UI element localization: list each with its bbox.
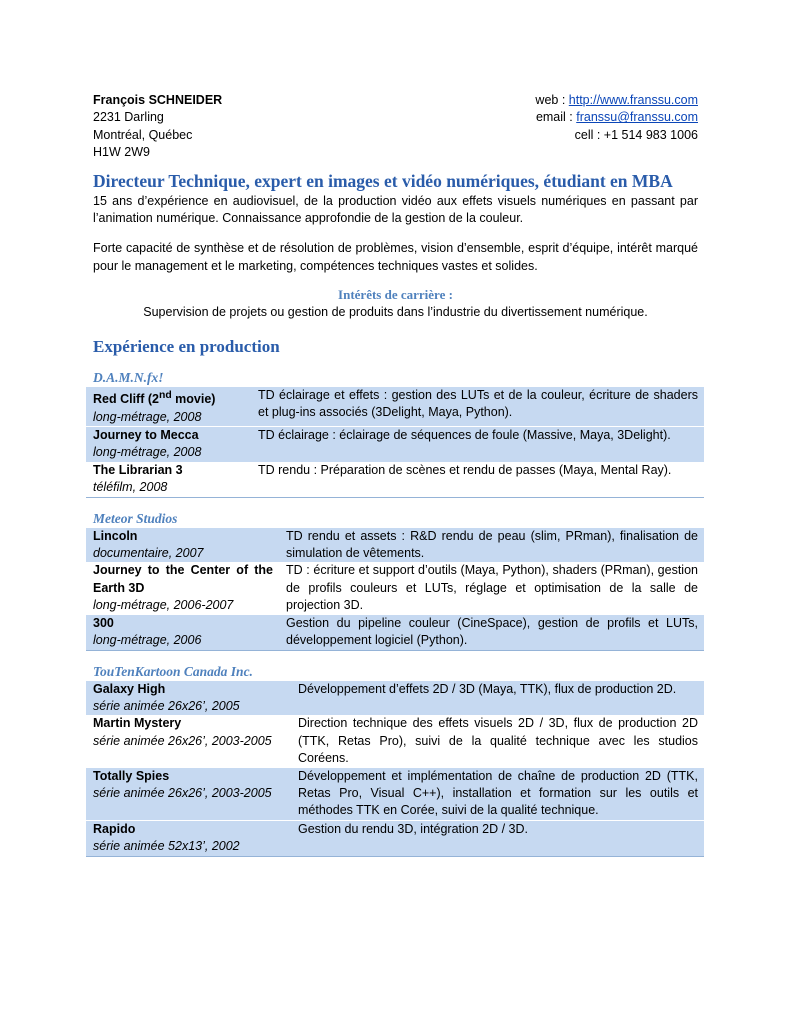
- company-name: TouTenKartoon Canada Inc.: [93, 663, 253, 679]
- company-name: D.A.M.N.fx!: [93, 370, 164, 386]
- project-title: [93, 387, 245, 409]
- web-line: [535, 92, 698, 109]
- table-row: [86, 427, 704, 462]
- address-block: [93, 92, 222, 162]
- project-type: long-métrage, 2008: [93, 409, 202, 424]
- project-cell: [86, 562, 279, 614]
- project-type: long-métrage, 2008: [93, 445, 202, 460]
- project-description: TD éclairage : éclairage de séquences de foule (Massive, Maya, 3Delight).: [251, 427, 704, 462]
- project-type: documentaire, 2007: [93, 546, 204, 561]
- cell-line: cell : +1 514 983 1006: [574, 127, 698, 142]
- project-cell: [86, 387, 251, 426]
- project-title-text: movie): [171, 392, 216, 407]
- intro-paragraph: Forte capacité de synthèse et de résolution de problèmes, vision d’ensemble, esprit d’équipe, intérêt marqué pour le management et le marketing, compétences techniques vastes et solides.: [93, 241, 698, 273]
- project-title-sup: nd: [158, 390, 172, 402]
- project-type: série animée 26x26’, 2003-2005: [93, 733, 272, 748]
- experience-table: [86, 528, 704, 651]
- project-cell: [86, 427, 251, 462]
- project-cell: [86, 820, 291, 856]
- company-name: Meteor Studios: [93, 510, 178, 526]
- project-title-text: Red Cliff (2: [93, 392, 159, 407]
- experience-table: [86, 681, 704, 857]
- experience-heading: Expérience en production: [93, 337, 280, 357]
- project-title: Journey to the Center of the Earth 3D: [93, 563, 273, 595]
- contact-header: [93, 92, 698, 162]
- project-type: long-métrage, 2006-2007: [93, 598, 234, 613]
- intro-paragraph: 15 ans d’expérience en audiovisuel, de la production vidéo aux effets visuels numériques en passant par l’animation numérique. Connaissance approfondie de la gestion de la couleur.: [93, 193, 698, 226]
- project-cell: [86, 528, 279, 563]
- project-description: Développement et implémentation de chaîne de production 2D (TTK, Retas Pro, Visual C++), installation et formation sur les outils et méthodes TTK en Corée, suivi de la qualité technique.: [291, 768, 704, 821]
- author-name: François SCHNEIDER: [93, 93, 223, 107]
- project-type: série animée 26x26’, 2005: [93, 698, 240, 713]
- project-title: Lincoln: [93, 528, 138, 543]
- project-type: série animée 26x26’, 2003-2005: [93, 785, 272, 800]
- project-cell: [86, 768, 291, 821]
- project-type: série animée 52x13’, 2002: [93, 839, 240, 854]
- career-text: Supervision de projets ou gestion de produits dans l’industrie du divertissement numérique.: [143, 304, 648, 319]
- project-description: TD rendu et assets : R&D rendu de peau (slim, PRman), finalisation de simulation de vêtements.: [279, 528, 704, 563]
- table-row: [86, 768, 704, 821]
- project-description: TD : écriture et support d’outils (Maya, Python), shaders (PRman), gestion de profils couleurs et LUTs, réglage et optimisation de la salle de projection 3D.: [286, 563, 698, 613]
- resume-title: Directeur Technique, expert en images et vidéo numériques, étudiant en MBA: [93, 170, 673, 191]
- table-row: [86, 715, 704, 767]
- project-title: The Librarian 3: [93, 462, 183, 477]
- project-description: TD rendu : Préparation de scènes et rendu de passes (Maya, Mental Ray).: [251, 462, 704, 497]
- address-line: 2231 Darling: [93, 110, 164, 125]
- project-title: 300: [93, 615, 114, 630]
- email-label: email :: [535, 110, 577, 125]
- table-row: [86, 820, 704, 856]
- project-type: téléfilm, 2008: [93, 480, 168, 495]
- project-title: Totally Spies: [93, 768, 170, 783]
- resume-page: [93, 92, 698, 857]
- project-title: Martin Mystery: [93, 716, 182, 731]
- project-description: Gestion du rendu 3D, intégration 2D / 3D.: [291, 820, 704, 856]
- career-heading: Intérêts de carrière :: [338, 287, 453, 303]
- project-cell: [86, 715, 291, 767]
- table-row: [86, 387, 704, 426]
- project-title: Journey to Mecca: [93, 428, 199, 443]
- project-description: Direction technique des effets visuels 2D / 3D, flux de production 2D (TTK, Retas Pro), suivi de la qualité technique avec les studios Coréens.: [298, 716, 698, 766]
- project-description: Développement d’effets 2D / 3D (Maya, TTK), flux de production 2D.: [291, 681, 704, 716]
- project-type: long-métrage, 2006: [93, 633, 202, 648]
- table-row: [86, 615, 704, 650]
- project-title: Galaxy High: [93, 681, 166, 696]
- project-cell: [86, 681, 291, 716]
- table-row: [86, 562, 704, 614]
- experience-table: [86, 387, 704, 498]
- table-row: [86, 462, 704, 497]
- project-cell: [86, 462, 251, 497]
- table-row: [86, 681, 704, 716]
- address-line: H1W 2W9: [93, 145, 150, 160]
- project-description: TD éclairage et effets : gestion des LUTs et de la couleur, écriture de shaders et plug-ins associés (3Delight, Maya, Python).: [251, 387, 704, 426]
- contact-block: [535, 92, 698, 162]
- web-link[interactable]: http://www.franssu.com: [568, 93, 698, 107]
- project-cell: [86, 615, 279, 650]
- address-line: Montréal, Québec: [93, 127, 193, 142]
- web-label: web :: [535, 93, 569, 107]
- email-line: [535, 109, 698, 126]
- table-row: [86, 528, 704, 563]
- email-link[interactable]: franssu@franssu.com: [576, 110, 698, 125]
- project-description: Gestion du pipeline couleur (CineSpace), gestion de profils et LUTs, développement logiciel (Python).: [279, 615, 704, 650]
- project-title: Rapido: [93, 821, 136, 836]
